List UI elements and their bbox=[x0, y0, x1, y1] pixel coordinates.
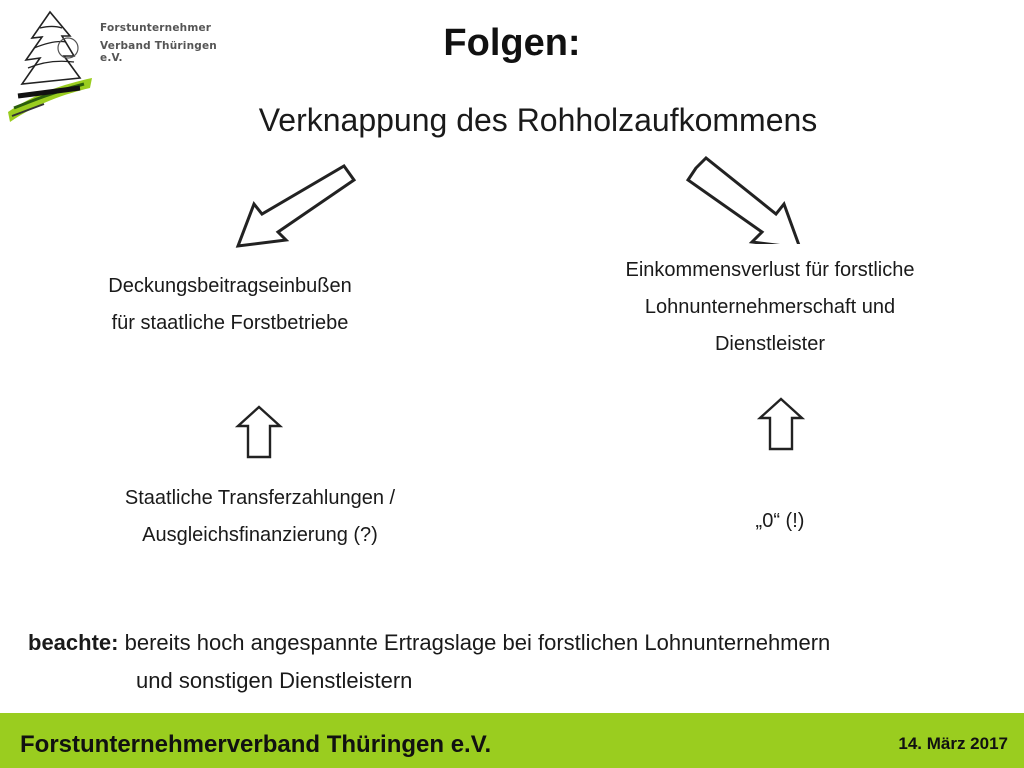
footer-date: 14. März 2017 bbox=[898, 734, 1008, 753]
note-label: beachte: bbox=[28, 630, 119, 655]
note-line-2: und sonstigen Dienstleistern bbox=[136, 668, 413, 693]
arrow-down-left-icon bbox=[228, 160, 358, 256]
right-top-line-1: Einkommensverlust für forstliche bbox=[625, 259, 915, 281]
arrow-up-right-icon bbox=[756, 396, 806, 452]
right-top-line-2: Lohnunternehmerschaft und bbox=[644, 296, 896, 318]
left-bottom-line-2: Ausgleichsfinanzierung (?) bbox=[142, 524, 378, 546]
left-bottom-line-1: Staatliche Transferzahlungen / bbox=[124, 487, 396, 509]
slide-subtitle: Verknappung des Rohholzaufkommens bbox=[258, 102, 818, 138]
left-top-line-2: für staatliche Forstbetriebe bbox=[111, 312, 349, 334]
right-bottom-text: „0“ (!) bbox=[755, 510, 805, 532]
arrow-up-left-icon bbox=[234, 404, 284, 460]
left-top-line-1: Deckungsbeitragseinbußen bbox=[108, 275, 352, 297]
logo-line-1: Forstunternehmer bbox=[100, 22, 212, 34]
right-top-text bbox=[560, 252, 980, 363]
arrow-down-right-icon bbox=[686, 152, 810, 244]
footer-organization: Forstunternehmerverband Thüringen e.V. bbox=[20, 731, 492, 758]
right-top-line-3: Dienstleister bbox=[714, 333, 826, 355]
slide-title: Folgen: bbox=[443, 22, 581, 64]
logo-line-2: Verband Thüringen e.V. bbox=[100, 40, 217, 64]
note-block bbox=[28, 624, 830, 700]
left-bottom-text bbox=[60, 480, 460, 554]
note-line-1: bereits hoch angespannte Ertragslage bei forstlichen Lohnunternehmern bbox=[124, 630, 831, 655]
left-top-text bbox=[40, 268, 420, 342]
